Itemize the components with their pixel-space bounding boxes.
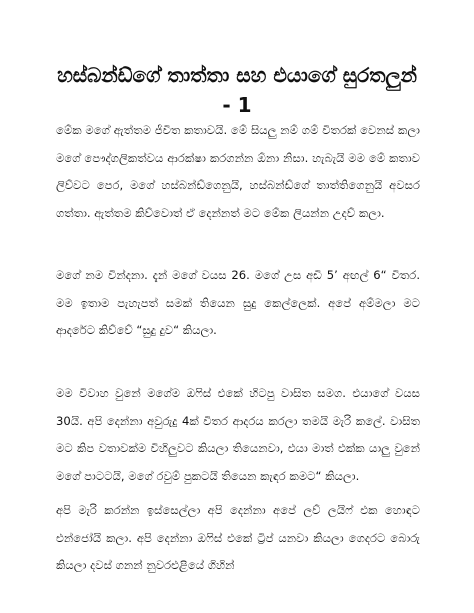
paragraph-text: අපි මැරි කරන්න ඉස්සෙල්ලා අපි දෙන්නා අපේ ලව් ලයිෆ් එක හොඳට එන්ජෝයි කලා. අපි දෙන්නා ඔෆිස් එකේ ට්‍රිප් යනවා කියලා ගෙදරට බොරු කියලා දවස් ගනන් නුවරඑළියේ ගිහින් <box>56 503 420 572</box>
paragraph-text: මේක මගේ ඇත්තම ජිවිත කතාවයි. මේ සියලු නම් ගම් විතරක් වෙනස් කලා මගේ පෞද්ගලිකත්වය ආරක්ෂා කරගන්න ඕනා නිසා. හැබැයි මම මේ කතාව ලිව්වට පෙර, මගේ හස්බන්ඩ්ගෙනුයි, හස්බන්ඩ්ගේ තාත්තිගෙනුයි අවසර ගත්තා. ඇත්තම කිව්වොත් ඒ දෙන්නත් මට මේක ලියන්න උදව් කලා. <box>56 123 420 220</box>
paragraph-text: මම විවාහ වුනේ මගේම ඔෆිස් එකේ හිටපු වාසිත සමග. එයාගේ වයස 30යි. අපි දෙන්නා අවුරුදු 4ක් විතර ආදරය කරලා තමයි මැරි කලේ. වාසිත මට කිප වතාවක්ම විහිලුවට කියලා තියෙනවා, එයා මාත් එක්ක යාලු වුනේ මගේ පාටටයි, මගේ රවුම් පුකටයි තියෙන කැඳර කමට“ කියලා. <box>56 386 420 483</box>
paragraph-text: මගේ නම වින්දනා. දැන් මගේ වයස 26. මගේ උස අඩි 5’ අඟල් 6“ විතර. මම ඉතාම පැහැපත් සමක් තියෙන සුදු කෙල්ලෙක්. අපේ අම්මලා මට ආදරේට කිව්වේ “සුදු දුව“ කියලා. <box>56 268 420 337</box>
paragraph-intro <box>56 117 420 227</box>
paragraph-about-self <box>56 262 420 345</box>
document-title-part-number: - 1 <box>222 93 252 117</box>
document-title: හස්බන්ඩ්ගේ තාත්තා සහ එයාගේ සුරතලුන් <box>57 63 417 87</box>
paragraph-marriage <box>56 380 420 490</box>
paragraph-before-marriage <box>56 497 420 580</box>
